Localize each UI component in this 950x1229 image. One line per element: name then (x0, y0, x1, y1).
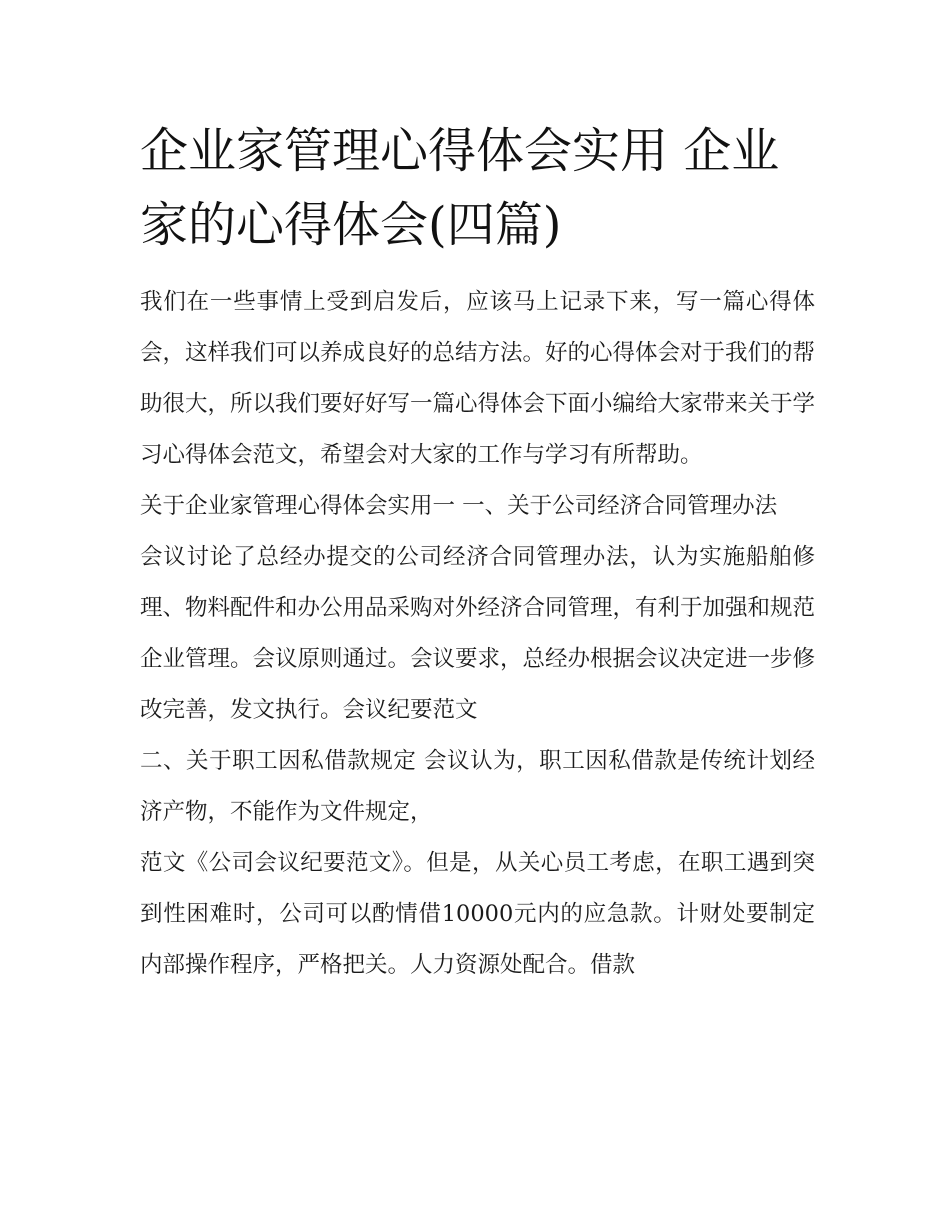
document-title: 企业家管理心得体会实用 企业家的心得体会(四篇) (140, 123, 780, 253)
paragraph-contract-management: 会议讨论了总经办提交的公司经济合同管理办法，认为实施船舶修理、物料配件和办公用品采购对外经济合同管理，有利于加强和规范企业管理。会议原则通过。会议要求，总经办根据会议决定进一步修改完善，发文执行。会议纪要范文 (140, 544, 816, 723)
paragraph-intro: 我们在一些事情上受到启发后，应该马上记录下来，写一篇心得体会，这样我们可以养成良好的总结方法。好的心得体会对于我们的帮助很大，所以我们要好好写一篇心得体会下面小编给大家带来关于学习心得体会范文，希望会对大家的工作与学习有所帮助。 (140, 289, 816, 468)
paragraph-emergency-loan: 范文《公司会议纪要范文》。但是，从关心员工考虑，在职工遇到突到性困难时，公司可以酌情借10000元内的应急款。计财处要制定内部操作程序，严格把关。人力资源处配合。借款 (140, 850, 815, 978)
paragraph-staff-loan-rule: 二、关于职工因私借款规定 会议认为，职工因私借款是传统计划经济产物，不能作为文件规定， (140, 748, 815, 825)
paragraph-section-heading: 关于企业家管理心得体会实用一 一、关于公司经济合同管理办法 (140, 493, 778, 519)
document-body (140, 277, 815, 991)
